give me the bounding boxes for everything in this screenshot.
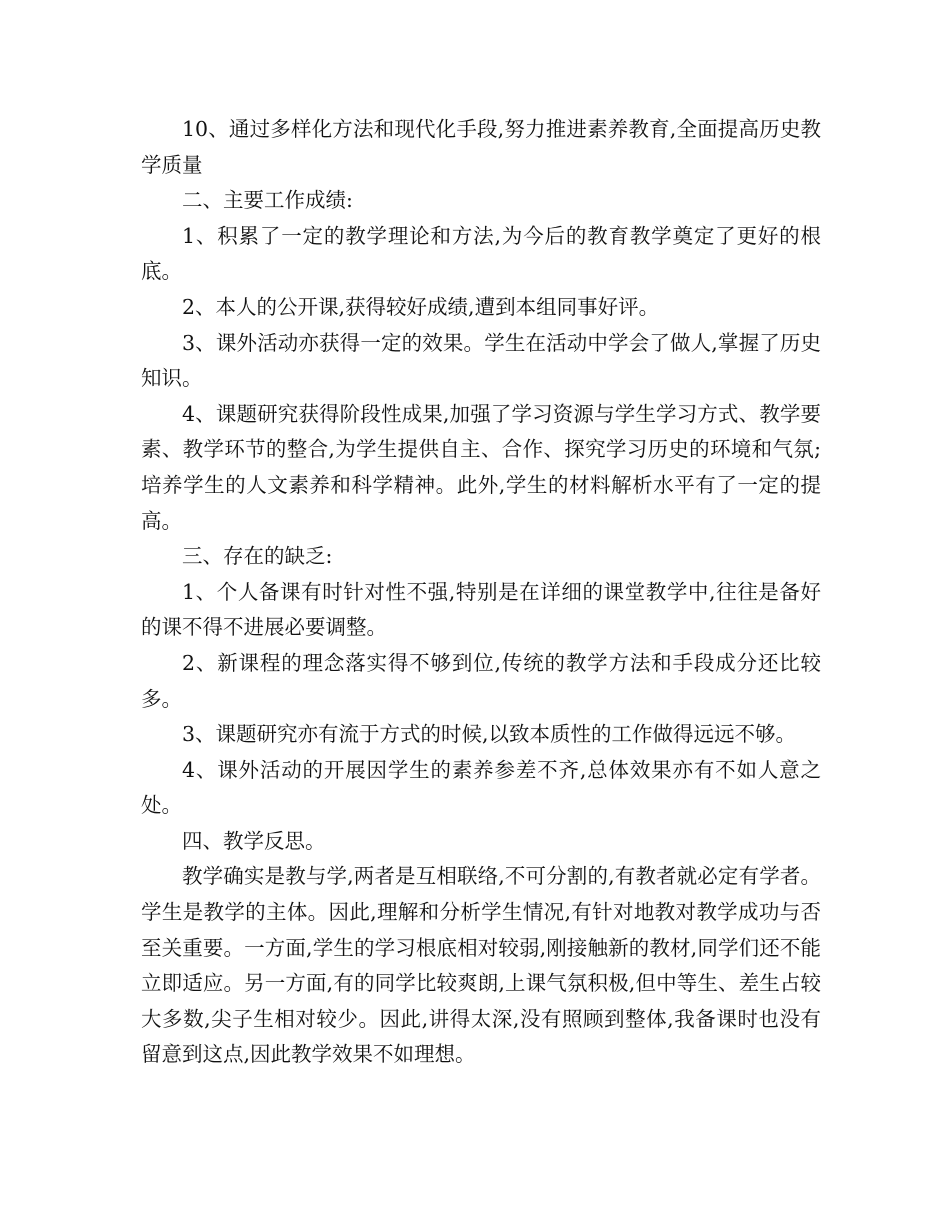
shortcoming-item-2: 2、新课程的理念落实得不够到位,传统的教学方法和手段成分还比较多。: [141, 650, 821, 711]
section-heading-achievements: 二、主要工作成绩:: [182, 188, 353, 213]
reflection-paragraph: 教学确实是教与学,两者是互相联络,不可分割的,有教者就必定有学者。学生是教学的主体。因此,理解和分析学生情况,有针对地教对教学成功与否至关重要。一方面,学生的学习根底相对较弱,刚接触新的教材,同学们还不能立即适应。另一方面,有的同学比较爽朗,上课气氛积极,但中等生、差生占较大多数,尖子生相对较少。因此,讲得太深,没有照顾到整体,我备课时也没有留意到这点,因此教学效果不如理想。: [141, 864, 821, 1067]
achievement-item-2: 2、本人的公开课,获得较好成绩,遭到本组同事好评。: [182, 294, 660, 319]
achievement-item-1: 1、积累了一定的教学理论和方法,为今后的教育教学奠定了更好的根底。: [141, 223, 821, 284]
section-heading-reflection: 四、教学反思。: [182, 828, 326, 853]
shortcoming-item-3: 3、课题研究亦有流于方式的时候,以致本质性的工作做得远远不够。: [182, 722, 797, 747]
paragraph-item-10: 10、通过多样化方法和现代化手段,努力推进素养教育,全面提高历史教学质量: [141, 117, 821, 177]
shortcoming-item-1: 1、个人备课有时针对性不强,特别是在详细的课堂教学中,往往是备好的课不得不进展必要调整。: [141, 579, 821, 640]
shortcoming-item-4: 4、课外活动的开展因学生的素养参差不齐,总体效果亦有不如人意之处。: [141, 757, 821, 818]
achievement-item-4: 4、课题研究获得阶段性成果,加强了学习资源与学生学习方式、教学要素、教学环节的整合,为学生提供自主、合作、探究学习历史的环境和气氛;培养学生的人文素养和科学精神。此外,学生的材料解析水平有了一定的提高。: [141, 401, 821, 533]
achievement-item-3: 3、课外活动亦获得一定的效果。学生在活动中学会了做人,掌握了历史知识。: [141, 330, 821, 391]
section-heading-shortcomings: 三、存在的缺乏:: [182, 544, 333, 569]
document-page: [141, 112, 821, 1073]
